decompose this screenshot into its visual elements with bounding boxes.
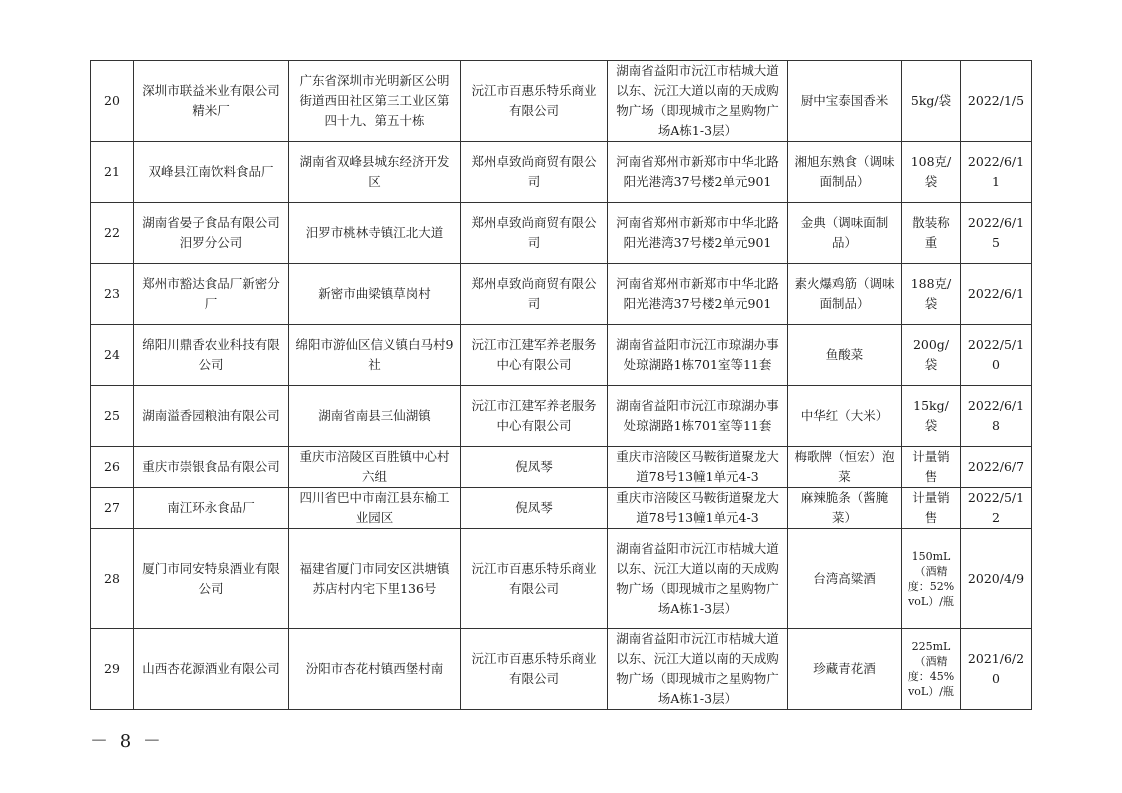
product-name: 金典（调味面制品） <box>788 203 902 264</box>
row-number: 21 <box>91 142 134 203</box>
table-row <box>91 61 1032 142</box>
seller-address: 重庆市涪陵区马鞍街道聚龙大道78号13幢1单元4-3 <box>608 447 788 488</box>
page-number: － 8 － <box>90 731 164 752</box>
product-name: 厨中宝泰国香米 <box>788 61 902 142</box>
producer-name: 湖南溢香园粮油有限公司 <box>134 386 289 447</box>
product-spec: 散装称重 <box>902 203 961 264</box>
seller-address: 湖南省益阳市沅江市琼湖办事处琼湖路1栋701室等11套 <box>608 325 788 386</box>
producer-name: 湖南省晏子食品有限公司汨罗分公司 <box>134 203 289 264</box>
product-spec: 计量销售 <box>902 447 961 488</box>
seller-name: 沅江市江建军养老服务中心有限公司 <box>461 386 608 447</box>
product-spec: 225mL（酒精度：45%voL）/瓶 <box>902 629 961 710</box>
seller-address: 河南省郑州市新郑市中华北路阳光港湾37号楼2单元901 <box>608 264 788 325</box>
seller-address: 湖南省益阳市沅江市桔城大道以东、沅江大道以南的天成购物广场（即现城市之星购物广场A栋1-3层） <box>608 61 788 142</box>
seller-address: 湖南省益阳市沅江市桔城大道以东、沅江大道以南的天成购物广场（即现城市之星购物广场A栋1-3层） <box>608 629 788 710</box>
production-date: 2022/5/10 <box>961 325 1032 386</box>
seller-address: 湖南省益阳市沅江市桔城大道以东、沅江大道以南的天成购物广场（即现城市之星购物广场A栋1-3层） <box>608 529 788 629</box>
row-number: 24 <box>91 325 134 386</box>
seller-name: 倪凤琴 <box>461 447 608 488</box>
production-date: 2022/5/12 <box>961 488 1032 529</box>
row-number: 27 <box>91 488 134 529</box>
product-spec: 188克/袋 <box>902 264 961 325</box>
producer-name: 双峰县江南饮料食品厂 <box>134 142 289 203</box>
producer-address: 重庆市涪陵区百胜镇中心村六组 <box>289 447 461 488</box>
producer-address: 新密市曲梁镇草岗村 <box>289 264 461 325</box>
table-row <box>91 386 1032 447</box>
product-spec: 108克/袋 <box>902 142 961 203</box>
table-row <box>91 203 1032 264</box>
product-name: 鱼酸菜 <box>788 325 902 386</box>
inspection-results-table <box>90 60 1032 710</box>
product-spec: 150mL（酒精度：52%voL）/瓶 <box>902 529 961 629</box>
producer-name: 绵阳川鼎香农业科技有限公司 <box>134 325 289 386</box>
row-number: 20 <box>91 61 134 142</box>
production-date: 2022/1/5 <box>961 61 1032 142</box>
table-row <box>91 447 1032 488</box>
seller-name: 沅江市江建军养老服务中心有限公司 <box>461 325 608 386</box>
seller-address: 河南省郑州市新郑市中华北路阳光港湾37号楼2单元901 <box>608 142 788 203</box>
producer-name: 重庆市崇银食品有限公司 <box>134 447 289 488</box>
producer-name: 深圳市联益米业有限公司精米厂 <box>134 61 289 142</box>
producer-address: 汾阳市杏花村镇西堡村南 <box>289 629 461 710</box>
product-spec: 15kg/袋 <box>902 386 961 447</box>
seller-name: 郑州卓致尚商贸有限公司 <box>461 203 608 264</box>
producer-name: 郑州市豁达食品厂新密分厂 <box>134 264 289 325</box>
product-name: 中华红（大米） <box>788 386 902 447</box>
product-name: 麻辣脆条（酱腌菜） <box>788 488 902 529</box>
production-date: 2022/6/1 <box>961 264 1032 325</box>
seller-name: 沅江市百惠乐特乐商业有限公司 <box>461 61 608 142</box>
product-name: 素火爆鸡筋（调味面制品） <box>788 264 902 325</box>
row-number: 29 <box>91 629 134 710</box>
product-spec: 200g/袋 <box>902 325 961 386</box>
production-date: 2022/6/18 <box>961 386 1032 447</box>
product-name: 梅歌牌（恒宏）泡菜 <box>788 447 902 488</box>
table-row <box>91 142 1032 203</box>
producer-address: 广东省深圳市光明新区公明街道西田社区第三工业区第四十九、第五十栋 <box>289 61 461 142</box>
seller-address: 重庆市涪陵区马鞍街道聚龙大道78号13幢1单元4-3 <box>608 488 788 529</box>
row-number: 23 <box>91 264 134 325</box>
row-number: 28 <box>91 529 134 629</box>
production-date: 2022/6/11 <box>961 142 1032 203</box>
producer-address: 汨罗市桃林寺镇江北大道 <box>289 203 461 264</box>
producer-address: 绵阳市游仙区信义镇白马村9社 <box>289 325 461 386</box>
seller-name: 沅江市百惠乐特乐商业有限公司 <box>461 529 608 629</box>
product-spec: 计量销售 <box>902 488 961 529</box>
producer-address: 福建省厦门市同安区洪塘镇苏店村内宅下里136号 <box>289 529 461 629</box>
producer-name: 南江环永食品厂 <box>134 488 289 529</box>
table-row <box>91 629 1032 710</box>
table-row <box>91 325 1032 386</box>
product-name: 台湾高粱酒 <box>788 529 902 629</box>
seller-name: 沅江市百惠乐特乐商业有限公司 <box>461 629 608 710</box>
product-spec: 5kg/袋 <box>902 61 961 142</box>
seller-name: 郑州卓致尚商贸有限公司 <box>461 142 608 203</box>
row-number: 25 <box>91 386 134 447</box>
production-date: 2020/4/9 <box>961 529 1032 629</box>
row-number: 22 <box>91 203 134 264</box>
table-row <box>91 529 1032 629</box>
producer-address: 湖南省双峰县城东经济开发区 <box>289 142 461 203</box>
production-date: 2022/6/7 <box>961 447 1032 488</box>
producer-address: 湖南省南县三仙湖镇 <box>289 386 461 447</box>
seller-name: 郑州卓致尚商贸有限公司 <box>461 264 608 325</box>
product-name: 珍藏青花酒 <box>788 629 902 710</box>
table-row <box>91 488 1032 529</box>
production-date: 2021/6/20 <box>961 629 1032 710</box>
producer-name: 厦门市同安特泉酒业有限公司 <box>134 529 289 629</box>
seller-address: 河南省郑州市新郑市中华北路阳光港湾37号楼2单元901 <box>608 203 788 264</box>
production-date: 2022/6/15 <box>961 203 1032 264</box>
table-row <box>91 264 1032 325</box>
producer-address: 四川省巴中市南江县东榆工业园区 <box>289 488 461 529</box>
producer-name: 山西杏花源酒业有限公司 <box>134 629 289 710</box>
row-number: 26 <box>91 447 134 488</box>
seller-address: 湖南省益阳市沅江市琼湖办事处琼湖路1栋701室等11套 <box>608 386 788 447</box>
product-name: 湘旭东熟食（调味面制品） <box>788 142 902 203</box>
seller-name: 倪凤琴 <box>461 488 608 529</box>
